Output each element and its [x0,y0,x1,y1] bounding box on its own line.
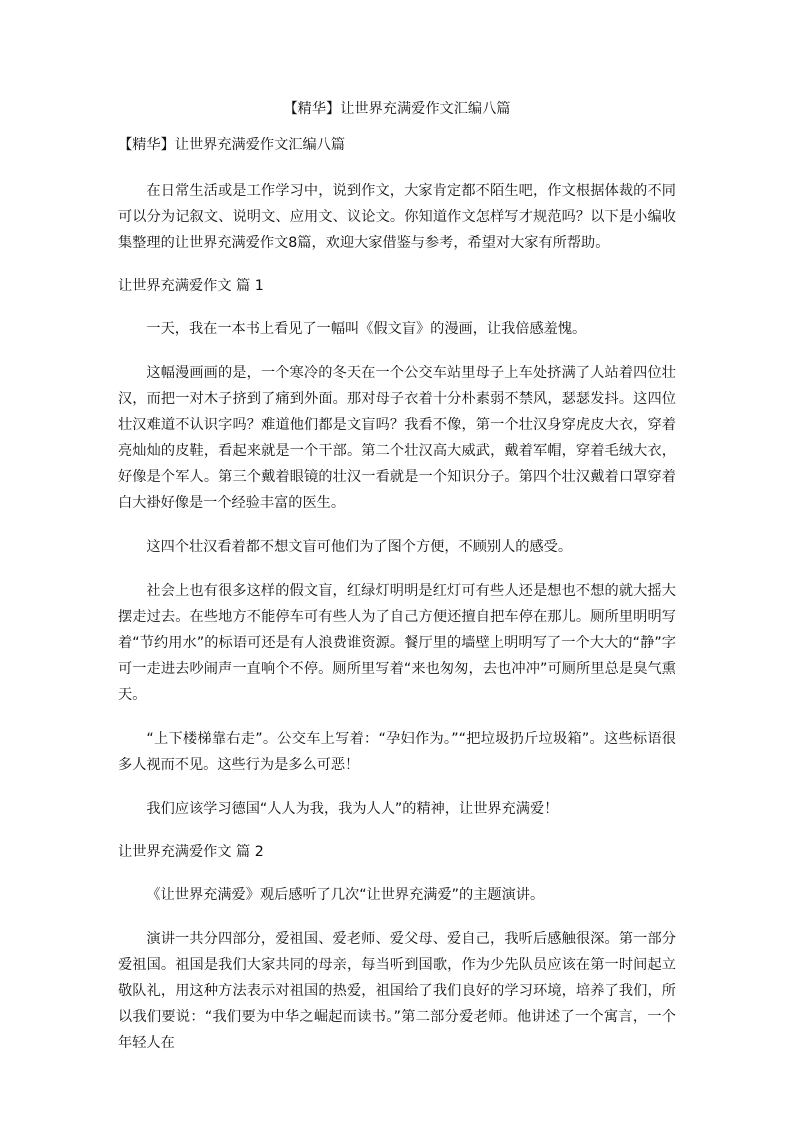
section-heading-1: 让世界充满爱作文 篇 1 [118,278,264,294]
paragraph: 这四个壮汉看着都不想文盲可他们为了图个方便，不顾别人的感受。 [146,539,573,555]
paragraph: 演讲一共分四部分，爱祖国、爱老师、爱父母、爱自己，我听后感触很深。第一部分爱祖国。祖国是我们大家共同的母亲，每当听到国歌，作为少先队员应该在第一时间起立敬队礼，用这种方法表示对祖国的热爱，祖国给了我们良好的学习环境，培养了我们，所以我们要说：“我们要为中华之崛起而读书。”第二部分爱老师。他讲述了一个寓言，一个年轻人在 [118,931,676,1051]
intro-paragraph: 在日常生活或是工作学习中，说到作文，大家肯定都不陌生吧，作文根据体裁的不同可以分为记叙文、说明文、应用文、议论文。你知道作文怎样写才规范吗？以下是小编收集整理的让世界充满爱作文8篇，欢迎大家借鉴与参考，希望对大家有所帮助。 [118,183,676,251]
section-heading-2: 让世界充满爱作文 篇 2 [118,844,264,860]
paragraph: 这幅漫画画的是，一个寒冷的冬天在一个公交车站里母子上车处挤满了人站着四位壮汉，而把一对木子挤到了痛到外面。那对母子衣着十分朴素弱不禁风，瑟瑟发抖。这四位壮汉难道不认识字吗？难道他们都是文盲吗？我看不像，第一个壮汉身穿虎皮大衣，穿着亮灿灿的皮鞋，看起来就是一个干部。第二个壮汉高大威武，戴着军帽，穿着毛绒大衣，好像是个军人。第三个戴着眼镜的壮汉一看就是一个知识分子。第四个壮汉戴着口罩穿着白大褂好像是一个经验丰富的医生。 [118,365,676,511]
document-body [118,133,676,1074]
document-subtitle: 【精华】让世界充满爱作文汇编八篇 [118,137,346,153]
paragraph: 社会上也有很多这样的假文盲，红绿灯明明是红灯可有些人还是想也不想的就大摇大摆走过去。在些地方不能停车可有些人为了自己方便还擅自把车停在那儿。厕所里明明写着“节约用水”的标语可还是有人浪费谁资源。餐厅里的墙壁上明明写了一个大大的“静”字可一走进去吵闹声一直响个不停。厕所里写着“来也匆匆，去也冲冲”可厕所里总是臭气熏天。 [118,583,676,703]
paragraph: 《让世界充满爱》观后感听了几次“让世界充满爱”的主题演讲。 [146,887,545,903]
paragraph: 我们应该学习德国“人人为我，我为人人”的精神，让世界充满爱！ [146,801,559,817]
paragraph: “上下楼梯靠右走”。公交车上写着：“孕妇作为。”“把垃圾扔斤垃圾箱”。这些标语很多人视而不见。这些行为是多么可恶！ [118,731,676,773]
document-title: 【精华】让世界充满爱作文汇编八篇 [283,101,511,117]
paragraph: 一天，我在一本书上看见了一幅叫《假文盲》的漫画，让我倍感羞愧。 [146,321,587,337]
